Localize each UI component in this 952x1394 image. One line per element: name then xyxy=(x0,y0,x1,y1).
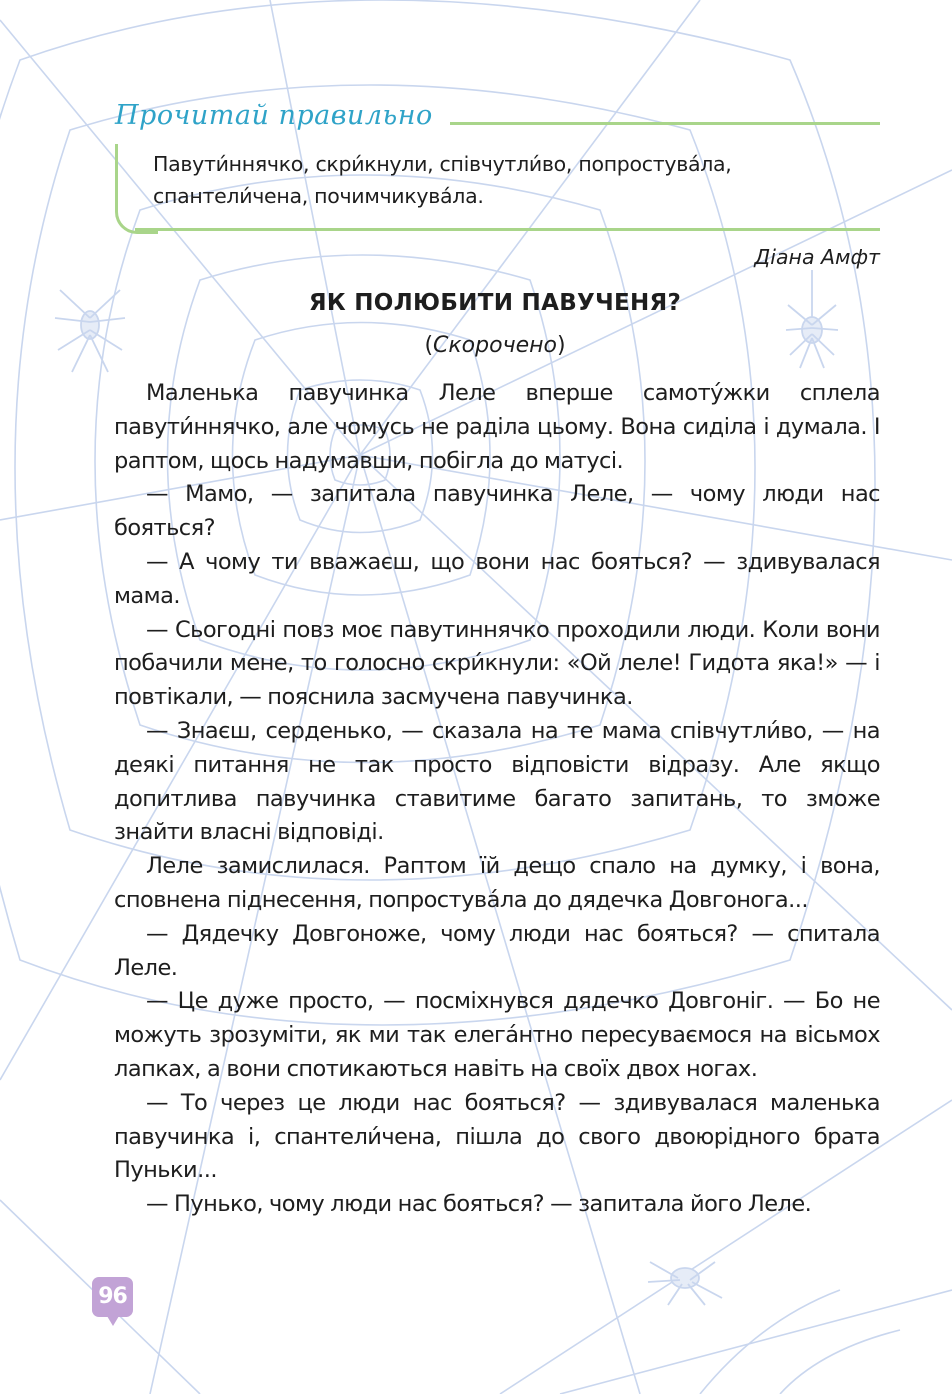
paragraph: Маленька павучинка Леле вперше самоту́жки сплела павути́ннячко, але чомусь не раділа цьому. Вона сиділа і думала. І раптом, щось надумавши, побігла до матусі. xyxy=(114,380,880,474)
paragraph: — Знаєш, серденько, — сказала на те мама співчутли́во, — на деякі питання не так просто відповісти відразу. Але якщо допитлива павучинка ставитиме багато запитань, то зможе знайти власні відповіді. xyxy=(114,717,880,846)
paragraph: — То через це люди нас бояться? — здивувалася маленька павучинка і, спантели́чена, пішла до свого двоюрідного брата Пуньки... xyxy=(114,1089,880,1184)
paragraph: Леле замислилася. Раптом їй дещо спало на думку, і вона, сповнена піднесення, попростува́ла до дядечка Довгонога... xyxy=(114,853,880,913)
box-border xyxy=(115,144,158,234)
abridged-note xyxy=(0,333,952,358)
paren-close: ) xyxy=(556,333,566,358)
paragraph: — Мамо, — запитала павучинка Леле, — чому люди нас бояться? xyxy=(114,481,880,542)
paragraph: — Це дуже просто, — посміхнувся дядечко Довгоніг. — Бо не можуть зрозуміти, як ми так елега́нтно пересуваємося на вісьмох лапках, а вони спотикаються навіть на своїх двох ногах. xyxy=(114,988,880,1082)
author-name: Діана Амфт xyxy=(754,245,880,269)
paragraph: — Сьогодні повз моє павутиннячко проходили люди. Коли вони побачили мене, то голосно скри́кнули: «Ой леле! Гидота яка!» — і повтікали, — пояснила засмучена павучинка. xyxy=(114,616,880,711)
paragraph: — Пунько, чому люди нас бояться? — запитала його Леле. xyxy=(146,1191,812,1218)
divider-line xyxy=(450,122,880,125)
abridged-label: Скорочено xyxy=(433,333,557,358)
paren-open: ( xyxy=(424,333,434,358)
page-number-badge: 96 xyxy=(92,1277,133,1317)
divider-line xyxy=(135,228,880,231)
story-text xyxy=(114,377,880,1222)
pronunciation-words: Павути́ннячко, скри́кнули, співчутли́во, попростува́ла, спантели́чена, почимчикува́ла. xyxy=(153,152,732,208)
paragraph: — А чому ти вважаєш, що вони нас бояться? — здивувалася мама. xyxy=(114,548,880,609)
paragraph: — Дядечку Довгоноже, чому люди нас бояться? — спитала Леле. xyxy=(114,920,880,981)
story-title: ЯК ПОЛЮБИТИ ПАВУЧЕНЯ? xyxy=(308,290,682,316)
read-correctly-title: Прочитай правильно xyxy=(115,100,433,131)
read-correctly-box xyxy=(115,100,880,232)
